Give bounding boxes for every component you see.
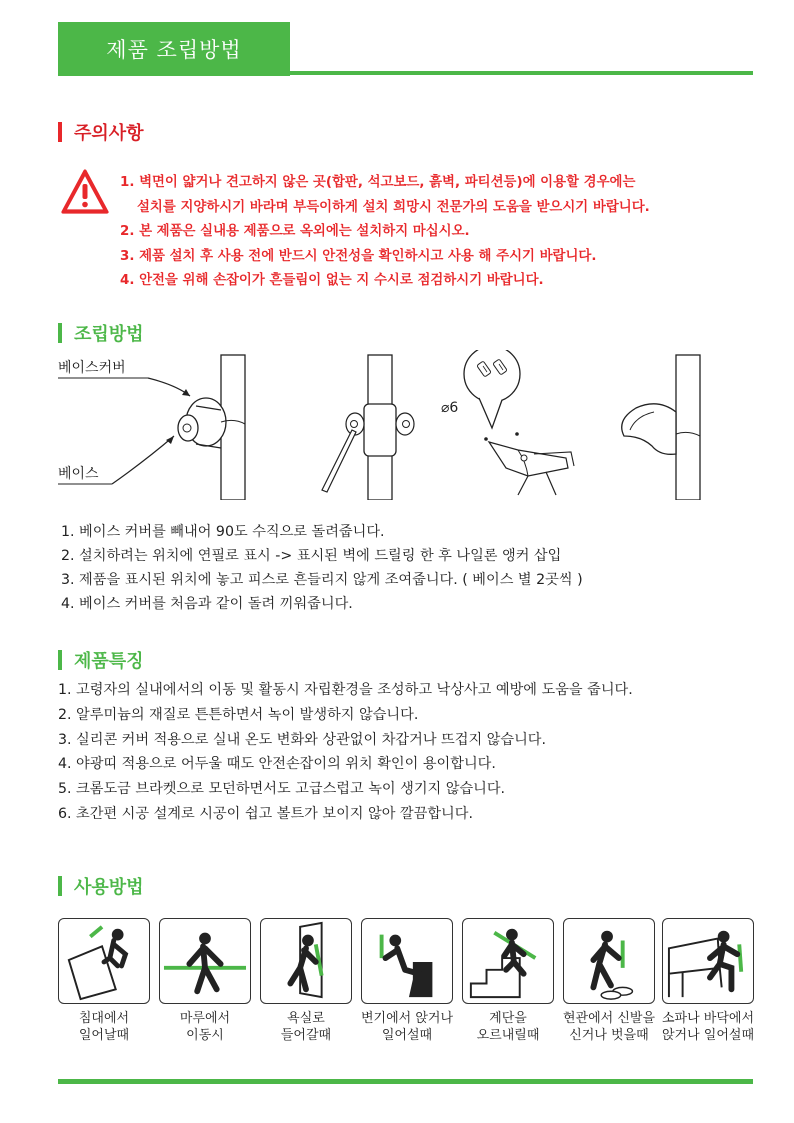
usage-heading [58,873,144,899]
assembly-step: 1. 베이스 커버를 빼내어 90도 수직으로 돌려줍니다. [61,524,385,540]
feature-item: 5. 크롬도금 브라켓으로 모던하면서도 고급스럽고 녹이 생기지 않습니다. [58,781,506,798]
features-list [58,678,633,827]
caution-list [120,171,650,294]
bathroom-door-icon [260,918,352,1004]
usage-title: 사용방법 [74,877,144,898]
section-marker [58,876,62,896]
label-base: 베이스 [58,466,99,482]
shoes-icon [563,918,655,1004]
usage-label: 욕실로 들어갈때 [280,1011,332,1043]
assembly-step: 4. 베이스 커버를 처음과 같이 돌려 끼워줍니다. [61,596,353,612]
stairs-icon [462,918,554,1004]
assembly-step: 2. 설치하려는 위치에 연필로 표시 -> 표시된 벽에 드릴링 한 후 나일론 앵커 삽입 [61,548,562,564]
usage-item-stairs [462,918,554,1044]
usage-item-bathroom [260,918,352,1044]
usage-label: 변기에서 앉거나 일어설때 [360,1011,454,1043]
drill-size-label: ⌀6 [441,400,459,416]
usage-item-floor [159,918,251,1044]
bed-icon [58,918,150,1004]
usage-label: 계단을 오르내릴때 [476,1011,540,1043]
usage-item-toilet [361,918,453,1044]
features-title: 제품특징 [74,651,144,672]
warning-icon [60,168,110,216]
feature-item: 1. 고령자의 실내에서의 이동 및 활동시 자립환경을 조성하고 낙상사고 예방에 도움을 줍니다. [58,682,633,698]
feature-item: 2. 알루미늄의 재질로 튼튼하면서 녹이 발생하지 않습니다. [58,706,419,723]
assembly-step: 3. 제품을 표시된 위치에 놓고 피스로 흔들리지 않게 조여줍니다. ( 베이스 별 2곳씩 ) [61,572,583,588]
toilet-icon [361,918,453,1004]
assembly-heading [58,320,144,346]
assembly-steps [61,520,583,616]
feature-item: 6. 초간편 시공 설계로 시공이 쉽고 볼트가 보이지 않아 깔끔합니다. [58,805,473,822]
page-title: 제품 조립방법 [58,22,290,76]
caution-title: 주의사항 [74,123,144,144]
caution-item: 3. 제품 설치 후 사용 전에 반드시 안전성을 확인하시고 사용 해 주시기 바랍니다. [120,248,597,264]
assembly-illustration [56,350,706,500]
sofa-icon [662,918,754,1004]
caution-item: 설치를 지양하시기 바라며 부득이하게 설치 희망시 전문가의 도움을 받으시기 바랍니다. [137,199,650,215]
feature-item: 3. 실리콘 커버 적용으로 실내 온도 변화와 상관없이 차갑거나 뜨겁지 않습니다. [58,731,547,748]
floor-walk-icon [159,918,251,1004]
usage-label: 현관에서 신발을 신거나 벗을때 [562,1011,656,1043]
usage-label: 소파나 바닥에서 앉거나 일어설때 [661,1011,755,1043]
caution-item: 2. 본 제품은 실내용 제품으로 옥외에는 설치하지 마십시오. [120,224,470,239]
usage-icons [58,918,754,1058]
usage-item-bed [58,918,150,1044]
usage-item-sofa [662,918,754,1044]
usage-label: 마루에서 이동시 [179,1011,231,1043]
features-heading [58,647,144,673]
footer-rule [58,1079,753,1084]
feature-item: 4. 야광띠 적용으로 어두울 때도 안전손잡이의 위치 확인이 용이합니다. [58,756,496,773]
section-marker [58,650,62,670]
caution-item: 4. 안전을 위해 손잡이가 흔들림이 없는 지 수시로 점검하시기 바랍니다. [120,273,544,288]
section-marker [58,323,62,343]
assembly-title: 조립방법 [74,324,144,345]
section-marker [58,122,62,142]
label-base-cover: 베이스커버 [58,360,126,376]
caution-item: 1. 벽면이 얇거나 견고하지 않은 곳(합판, 석고보드, 흙벽, 파티션등)에 이용할 경우에는 [120,175,636,190]
usage-item-shoes [563,918,655,1044]
usage-label: 침대에서 일어날때 [78,1011,130,1043]
caution-heading [58,119,144,145]
